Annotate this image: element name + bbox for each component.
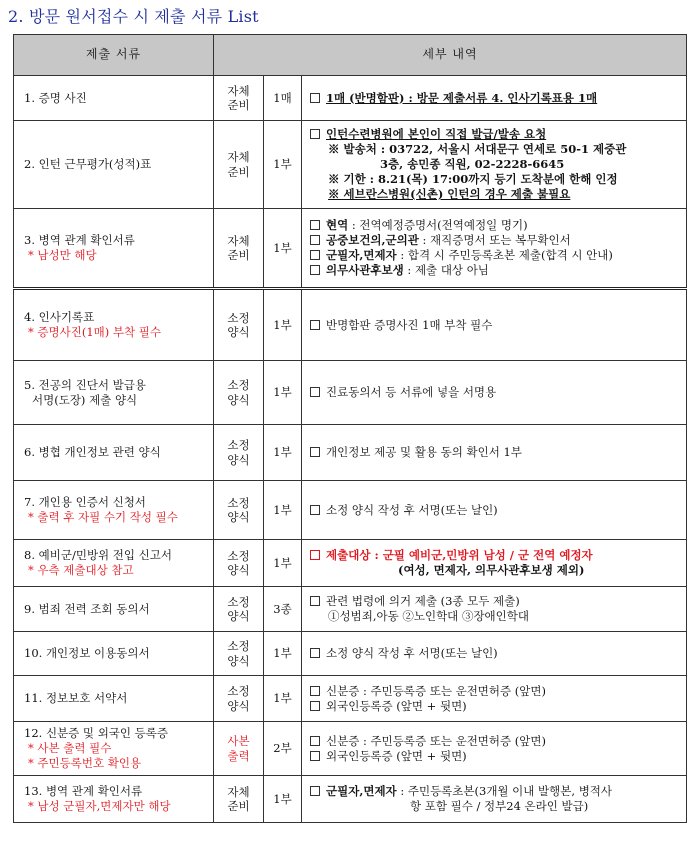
doc-type: 소정 양식: [214, 632, 264, 676]
checkbox[interactable]: [310, 387, 320, 397]
table-row: [14, 209, 687, 289]
doc-type: 자체 준비: [214, 776, 264, 823]
table-row: [14, 587, 687, 632]
doc-type: 자체 준비: [214, 121, 264, 209]
doc-qty: 1부: [264, 776, 302, 823]
doc-detail: 소정 양식 작성 후 서명(또는 날인): [302, 632, 687, 676]
doc-type: 소정 양식: [214, 361, 264, 425]
doc-name: 7. 개인용 인증서 신청서 * 출력 후 자필 수기 작성 필수: [14, 481, 214, 540]
table-row: [14, 722, 687, 776]
doc-type: 자체 준비: [214, 76, 264, 121]
doc-detail: 관련 법령에 의거 제출 (3종 모두 제출) ①성범죄,아동 ②노인학대 ③장애인학대: [302, 587, 687, 632]
doc-name: 9. 범죄 전력 조회 동의서: [14, 587, 214, 632]
doc-type: 소정 양식: [214, 540, 264, 587]
checkbox[interactable]: [310, 505, 320, 515]
doc-detail: 1매 (반명함판) : 방문 제출서류 4. 인사기록표용 1매: [302, 76, 687, 121]
checkbox[interactable]: [310, 550, 320, 560]
doc-name: 6. 병협 개인정보 관련 양식: [14, 425, 214, 481]
table-row: [14, 76, 687, 121]
doc-type: 사본 출력: [214, 722, 264, 776]
doc-qty: 1부: [264, 425, 302, 481]
header-docs: 제출 서류: [14, 35, 214, 76]
doc-detail: 진료동의서 등 서류에 넣을 서명용: [302, 361, 687, 425]
checkbox[interactable]: [310, 648, 320, 658]
checkbox[interactable]: [310, 447, 320, 457]
doc-qty: 1부: [264, 676, 302, 722]
table-header-row: [14, 35, 687, 76]
doc-name: 2. 인턴 근무평가(성적)표: [14, 121, 214, 209]
checkbox[interactable]: [310, 686, 320, 696]
doc-type: 자체 준비: [214, 209, 264, 289]
doc-detail: 반명함판 증명사진 1매 부착 필수: [302, 289, 687, 361]
checkbox[interactable]: [310, 250, 320, 260]
checkbox[interactable]: [310, 265, 320, 275]
doc-qty: 1부: [264, 121, 302, 209]
header-detail: 세부 내역: [214, 35, 687, 76]
table-row: [14, 776, 687, 823]
doc-detail: 현역 : 전역예정증명서(전역예정일 명기) 공중보건의,군의관 : 재직증명서 또는 복무확인서 군필자,면제자 : 합격 시 주민등록초본 제출(합격 시 안내) 의무사관후보생 : 제출 대상 아님: [302, 209, 687, 289]
doc-type: 소정 양식: [214, 587, 264, 632]
doc-name: 3. 병역 관계 확인서류 * 남성만 해당: [14, 209, 214, 289]
doc-qty: 1부: [264, 361, 302, 425]
doc-qty: 1부: [264, 540, 302, 587]
checkbox[interactable]: [310, 320, 320, 330]
doc-detail: 개인정보 제공 및 활용 동의 확인서 1부: [302, 425, 687, 481]
doc-qty: 1부: [264, 481, 302, 540]
table-row: [14, 540, 687, 587]
table-row: [14, 676, 687, 722]
checkbox[interactable]: [310, 93, 320, 103]
doc-name: 13. 병역 관계 확인서류 * 남성 군필자,면제자만 해당: [14, 776, 214, 823]
doc-detail: 소정 양식 작성 후 서명(또는 날인): [302, 481, 687, 540]
doc-type: 소정 양식: [214, 289, 264, 361]
doc-qty: 1부: [264, 209, 302, 289]
checkbox[interactable]: [310, 701, 320, 711]
doc-name: 5. 전공의 진단서 발급용 서명(도장) 제출 양식: [14, 361, 214, 425]
doc-type: 소정 양식: [214, 425, 264, 481]
doc-detail: 인턴수련병원에 본인이 직접 발급/발송 요청 ※ 발송처 : 03722, 서울시 서대문구 연세로 50-1 제중관 3층, 송민종 직원, 02-2228-6645 ※ 기한 : 8.21(목) 17:00까지 등기 도착분에 한해 인정 ※ 세브란스병원(신촌) 인턴의 경우 제출 불필요: [302, 121, 687, 209]
doc-name: 11. 정보보호 서약서: [14, 676, 214, 722]
checkbox[interactable]: [310, 786, 320, 796]
checkbox[interactable]: [310, 129, 320, 139]
table-row: [14, 481, 687, 540]
doc-name: 4. 인사기록표 * 증명사진(1매) 부착 필수: [14, 289, 214, 361]
doc-qty: 1매: [264, 76, 302, 121]
doc-detail: 신분증 : 주민등록증 또는 운전면허증 (앞면) 외국인등록증 (앞면 + 뒷면): [302, 676, 687, 722]
doc-name: 8. 예비군/민방위 전입 신고서 * 우측 제출대상 참고: [14, 540, 214, 587]
doc-detail: 제출대상 : 군필 예비군,민방위 남성 / 군 전역 예정자 (여성, 면제자, 의무사관후보생 제외): [302, 540, 687, 587]
doc-name: 12. 신분증 및 외국인 등록증 * 사본 출력 필수 * 주민등록번호 확인용: [14, 722, 214, 776]
doc-detail: 신분증 : 주민등록증 또는 운전면허증 (앞면) 외국인등록증 (앞면 + 뒷면): [302, 722, 687, 776]
checkbox[interactable]: [310, 736, 320, 746]
documents-table: [13, 34, 687, 823]
page-title: 2. 방문 원서접수 시 제출 서류 List: [8, 7, 259, 26]
doc-detail: 군필자,면제자 : 주민등록초본(3개월 이내 발행본, 병적사 항 포함 필수 / 정부24 온라인 발급): [302, 776, 687, 823]
doc-qty: 1부: [264, 289, 302, 361]
checkbox[interactable]: [310, 751, 320, 761]
checkbox[interactable]: [310, 220, 320, 230]
checkbox[interactable]: [310, 596, 320, 606]
doc-qty: 3종: [264, 587, 302, 632]
doc-type: 소정 양식: [214, 481, 264, 540]
table-row: [14, 425, 687, 481]
table-row: [14, 289, 687, 361]
doc-type: 소정 양식: [214, 676, 264, 722]
doc-qty: 2부: [264, 722, 302, 776]
table-row: [14, 361, 687, 425]
doc-name: 1. 증명 사진: [14, 76, 214, 121]
checkbox[interactable]: [310, 235, 320, 245]
table-row: [14, 121, 687, 209]
doc-name: 10. 개인정보 이용동의서: [14, 632, 214, 676]
doc-qty: 1부: [264, 632, 302, 676]
table-row: [14, 632, 687, 676]
